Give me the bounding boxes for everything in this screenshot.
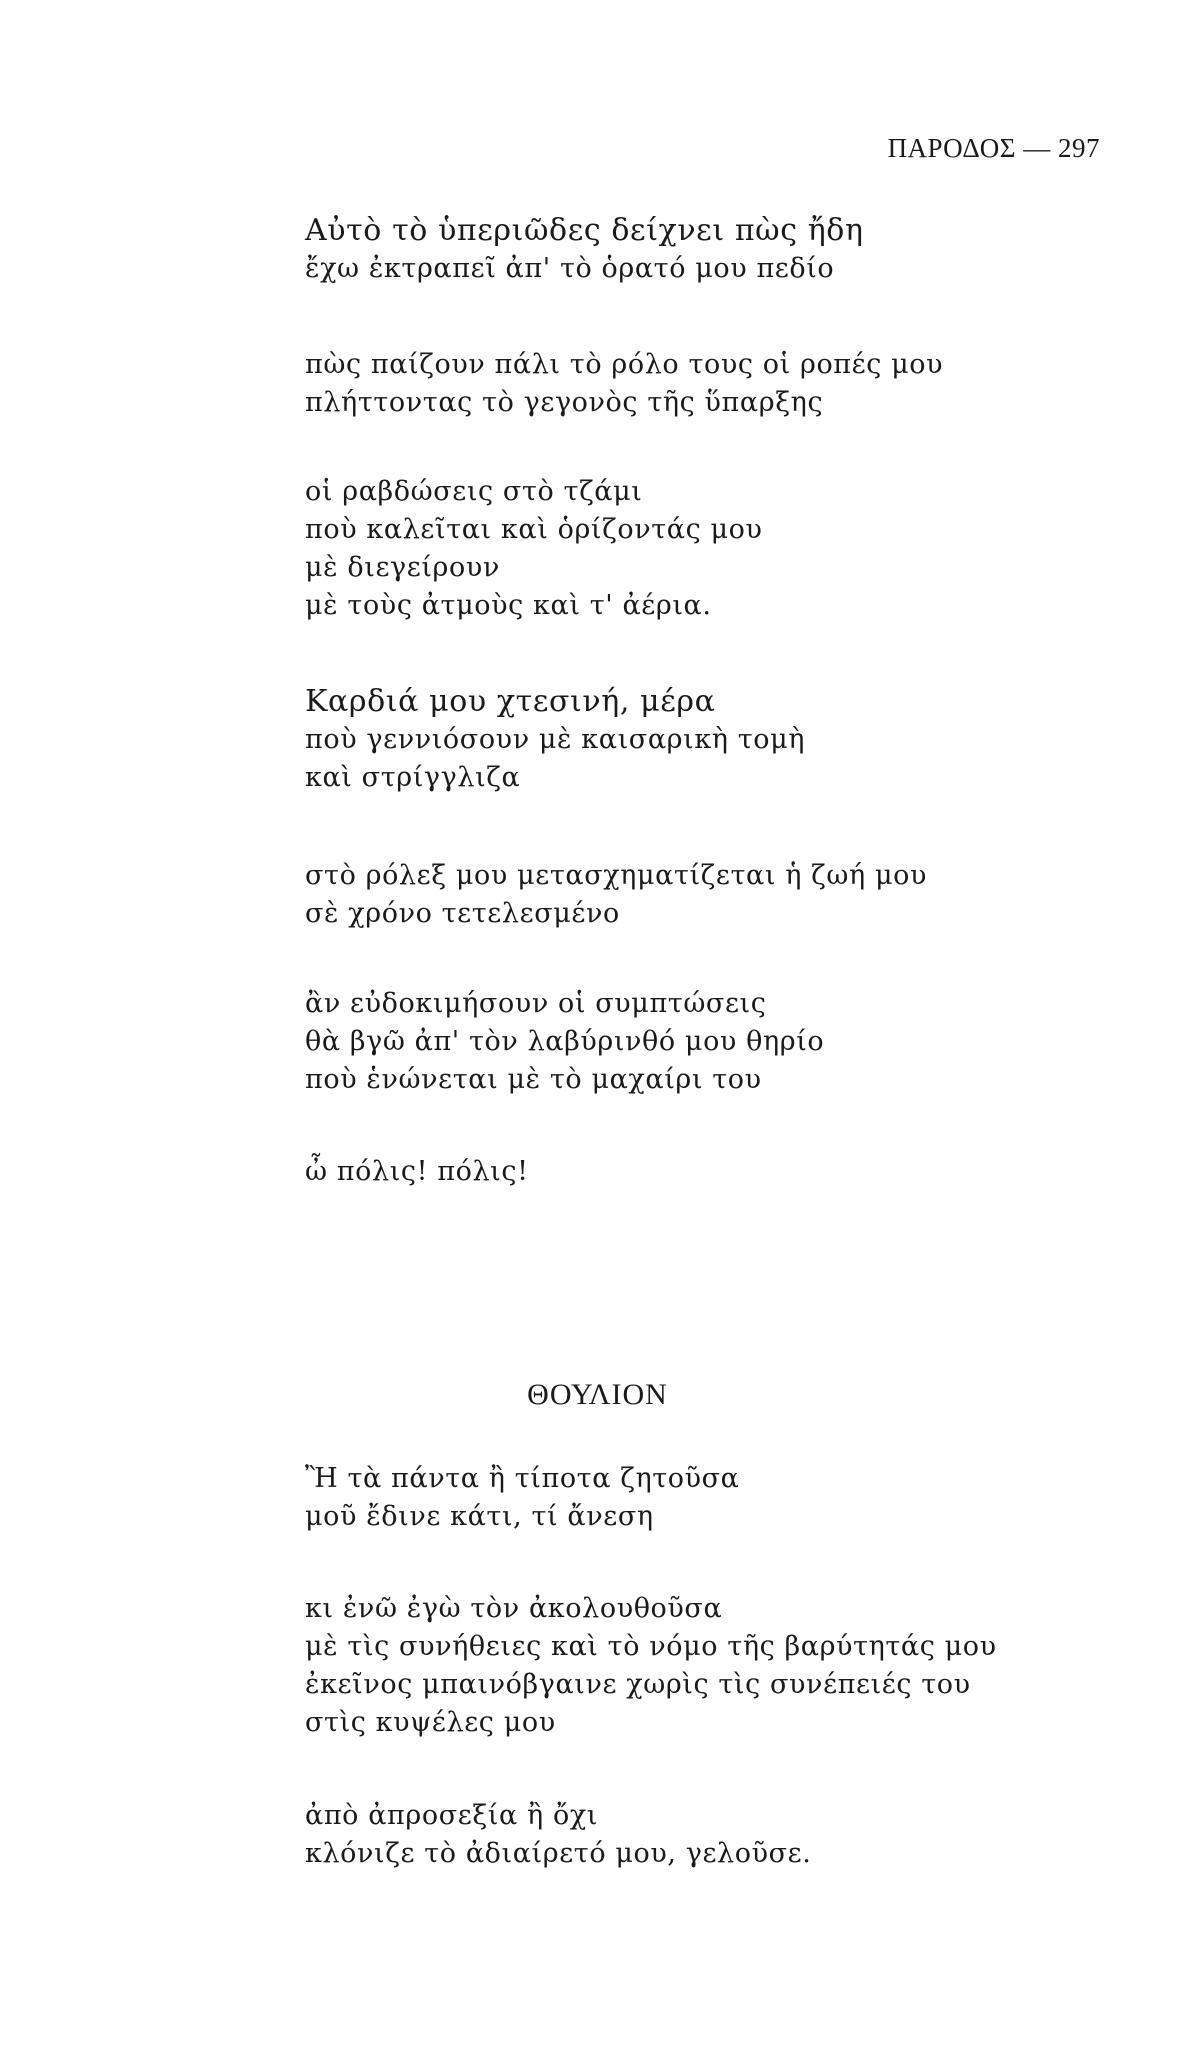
poem-line: καὶ στρίγγλιζα <box>305 762 521 793</box>
stanza-3 <box>305 473 1105 625</box>
stanza-5 <box>305 857 1105 933</box>
poem-line: πλήττοντας τὸ γεγονὸς τῆς ὕπαρξης <box>305 387 824 418</box>
poem-line: Ἢ τὰ πάντα ἢ τίποτα ζητοῦσα <box>305 1463 740 1494</box>
stanza-10 <box>305 1797 1105 1873</box>
poem-line: σὲ χρόνο τετελεσμένο <box>305 898 620 929</box>
stanza-8 <box>305 1460 1105 1536</box>
poem-line: κλόνιζε τὸ ἀδιαίρετό μου, γελοῦσε. <box>305 1838 812 1869</box>
poem-line: ποὺ καλεῖται καὶ ὁρίζοντάς μου <box>305 514 763 545</box>
poem-line: ἀπὸ ἀπροσεξία ἢ ὄχι <box>305 1800 598 1831</box>
stanza-7 <box>305 1153 1105 1191</box>
stanza-1 <box>305 212 1105 288</box>
poem-title: ΘΟΥΛΙΟΝ <box>527 1378 668 1411</box>
poem-line: μὲ τὶς συνήθειες καὶ τὸ νόμο τῆς βαρύτητάς μου <box>305 1631 997 1662</box>
poem-line: μὲ διεγείρουν <box>305 552 500 583</box>
poem-line: ἂν εὐδοκιμήσουν οἱ συμπτώσεις <box>305 988 767 1019</box>
poem-line: ἐκεῖνος μπαινόβγαινε χωρὶς τὶς συνέπειές του <box>305 1669 971 1700</box>
poem-line: στὸ ρόλεξ μου μετασχηματίζεται ἡ ζωή μου <box>305 860 928 891</box>
poem-line: ποὺ ἑνώνεται μὲ τὸ μαχαίρι του <box>305 1064 762 1095</box>
stanza-2 <box>305 346 1105 422</box>
poem-line: πὼς παίζουν πάλι τὸ ρόλο τους οἱ ροπές μου <box>305 349 944 380</box>
poem-line: Καρδιά μου χτεσινή, μέρα <box>305 684 716 719</box>
poem-line: Αὐτὸ τὸ ὑπεριῶδες δείχνει πὼς ἤδη <box>305 213 864 248</box>
poem-line: κι ἐνῶ ἐγὼ τὸν ἀκολουθοῦσα <box>305 1593 723 1624</box>
running-head: ΠΑΡΟΔΟΣ — 297 <box>887 133 1100 163</box>
stanza-6 <box>305 985 1105 1099</box>
poem-line: ποὺ γεννιόσουν μὲ καισαρικὴ τομὴ <box>305 724 806 755</box>
stanza-4 <box>305 683 1105 797</box>
poem-line: ὦ πόλις! πόλις! <box>305 1156 529 1187</box>
poem-line: μοῦ ἔδινε κάτι, τί ἄνεση <box>305 1501 654 1532</box>
stanza-9 <box>305 1590 1105 1742</box>
poem-line: στὶς κυψέλες μου <box>305 1707 556 1738</box>
poem-line: οἱ ραβδώσεις στὸ τζάμι <box>305 476 643 507</box>
poem-line: ἔχω ἐκτραπεῖ ἀπ' τὸ ὁρατό μου πεδίο <box>305 253 835 284</box>
poem-line: θὰ βγῶ ἀπ' τὸν λαβύρινθό μου θηρίο <box>305 1026 825 1057</box>
poem-line: μὲ τοὺς ἀτμοὺς καὶ τ' ἀέρια. <box>305 590 712 621</box>
